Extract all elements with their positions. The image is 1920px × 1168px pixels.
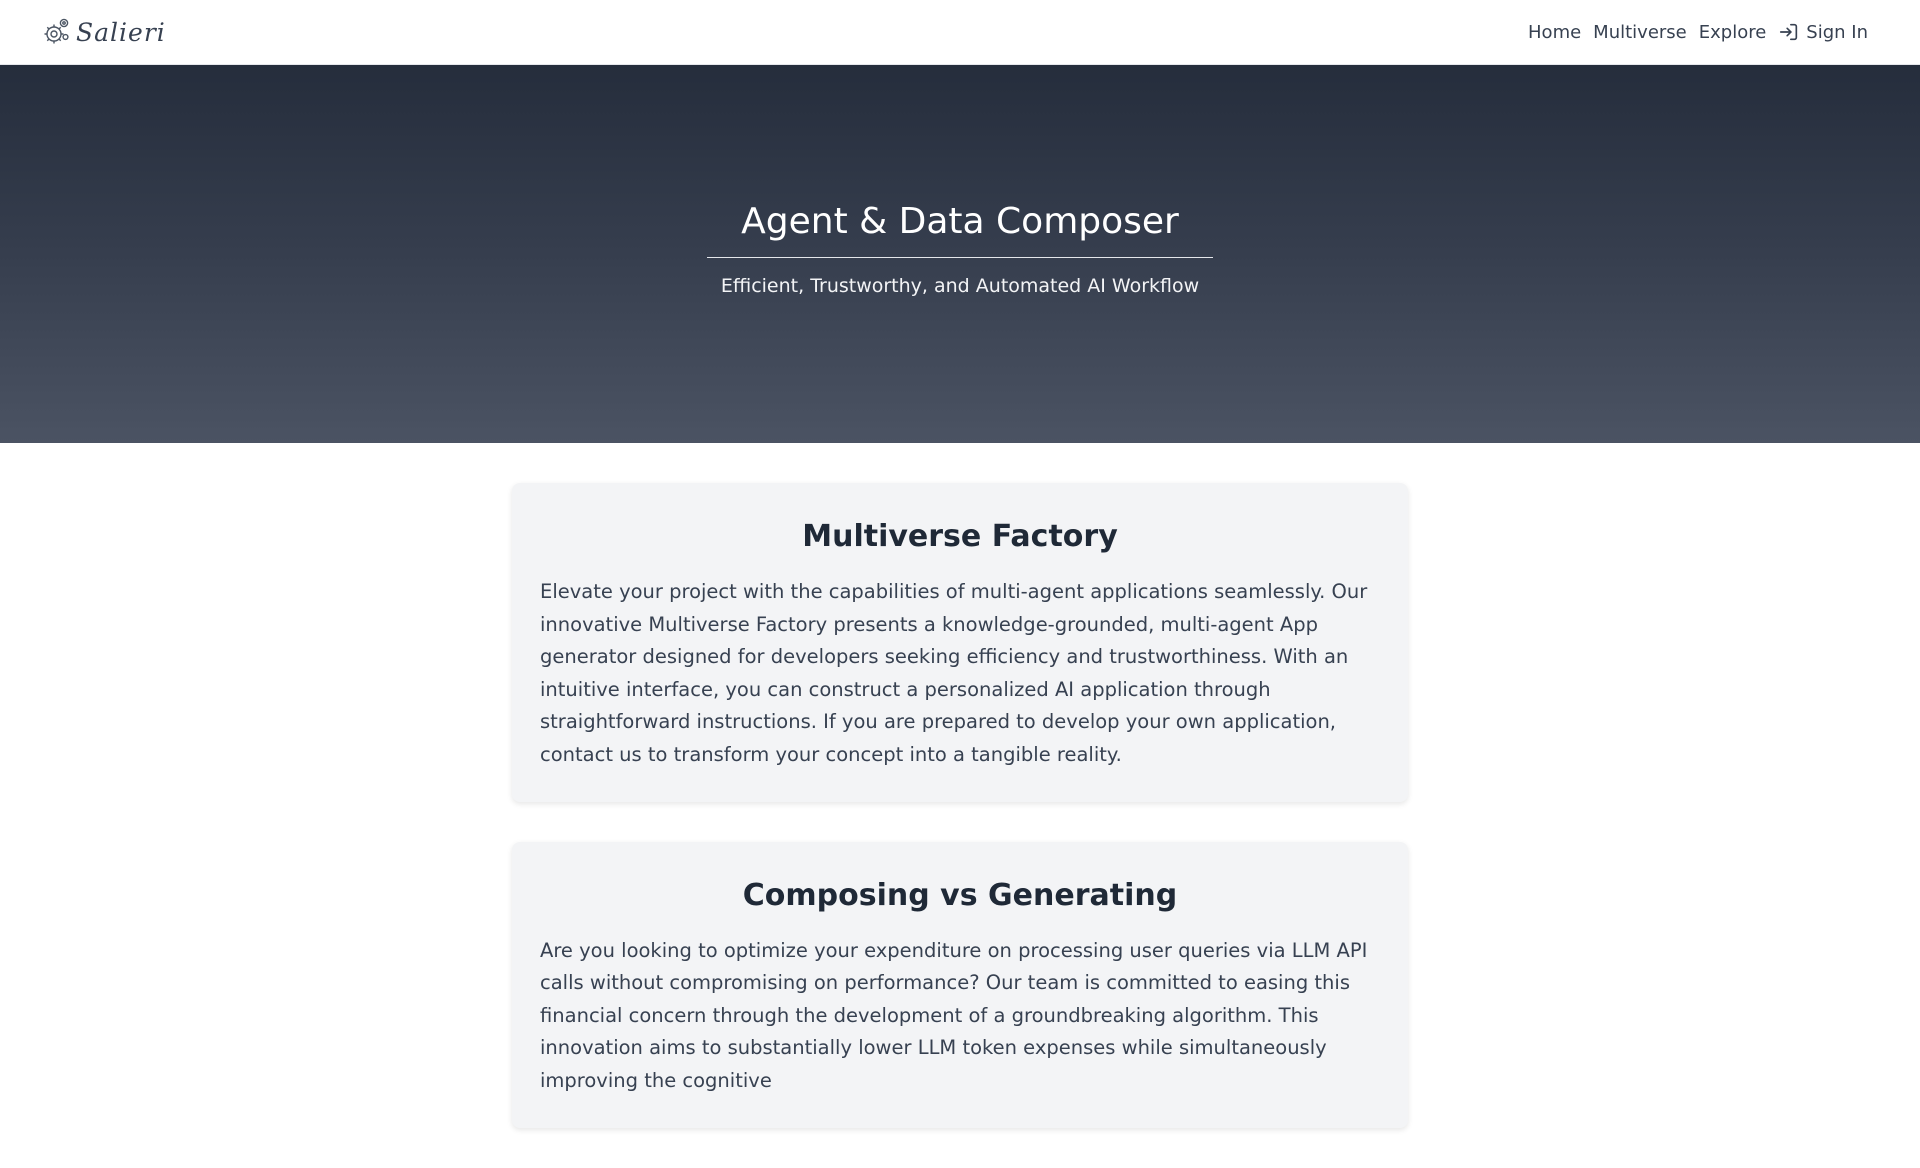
card-text: Are you looking to optimize your expenditure on processing user queries via LLM API calls without compromising on performance? Our team is committed to easing this financial concern through the development of a groundbreaking algorithm. This innovation aims to substantially lower LLM token expenses while simultaneously improving the cognitive (540, 938, 1368, 1092)
sign-in-icon (1778, 21, 1800, 43)
card-title: Multiverse Factory (802, 519, 1118, 554)
nav-link-explore[interactable]: Explore (1698, 21, 1767, 43)
nav-link-home[interactable]: Home (1528, 21, 1582, 43)
card-text: Elevate your project with the capabilities of multi-agent applications seamlessly. Our innovative Multiverse Factory presents a knowledge-grounded, multi-agent App generator designed for developers seeking efficiency and trustworthiness. With an intuitive interface, you can construct a personalized AI application through straightforward instructions. If you are prepared to develop your own application, contact us to transform your concept into a tangible reality. (540, 580, 1368, 766)
feature-card-multiverse-factory (512, 483, 1408, 802)
card-title: Composing vs Generating (742, 877, 1178, 913)
main-content (512, 483, 1408, 1168)
nav-links (1528, 21, 1868, 43)
brand-name: Salieri (76, 17, 166, 47)
nav-link-multiverse[interactable]: Multiverse (1593, 21, 1687, 43)
top-navbar (0, 0, 1920, 65)
sign-in-link[interactable] (1778, 21, 1868, 43)
hero-banner (0, 65, 1920, 443)
gear-cluster-icon (40, 16, 72, 48)
sign-in-label: Sign In (1806, 21, 1868, 43)
brand-logo[interactable] (40, 12, 166, 52)
hero-subtitle: Efficient, Trustworthy, and Automated AI Workflow (720, 275, 1200, 298)
feature-card-composing-vs-generating (512, 842, 1408, 1128)
hero-title: Agent & Data Composer (707, 200, 1213, 258)
